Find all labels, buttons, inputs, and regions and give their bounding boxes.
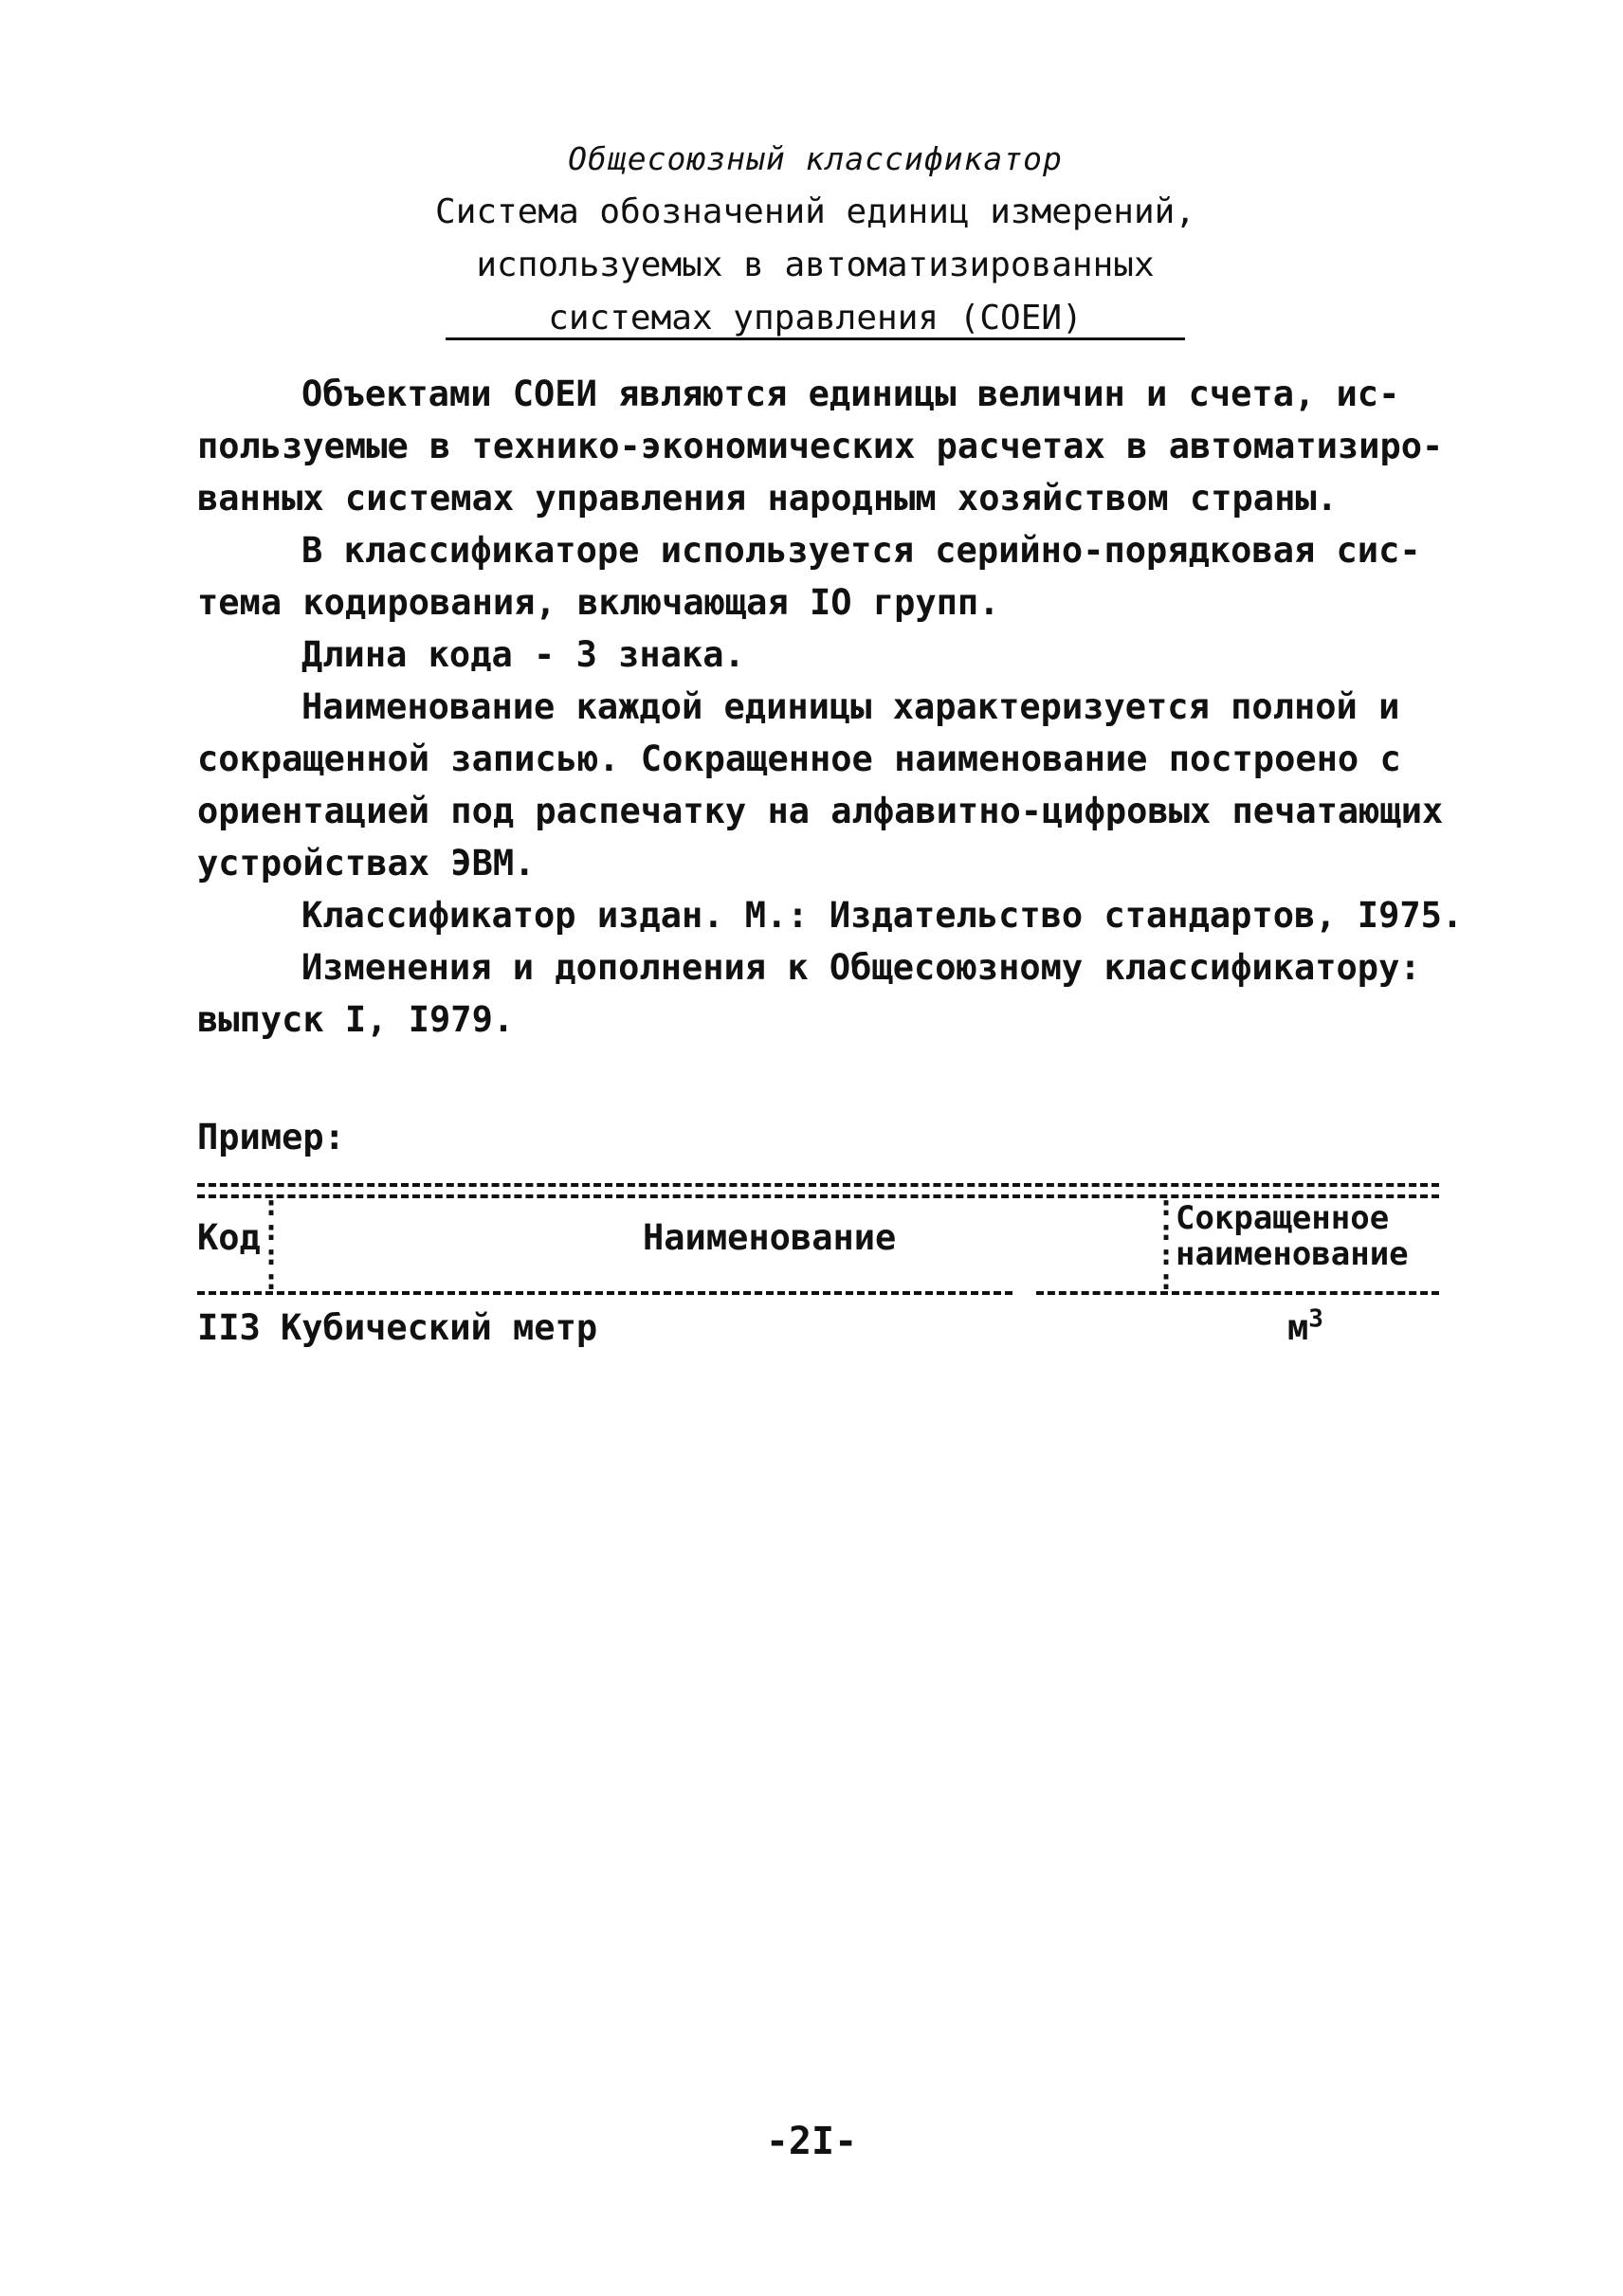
row-short-name bbox=[1287, 1302, 1323, 1354]
table-rule-top bbox=[197, 1183, 1439, 1187]
table-rule-top-second bbox=[197, 1194, 1439, 1198]
paragraph-line: Объектами СОЕИ являются единицы величин и счета, ис- bbox=[301, 374, 1400, 414]
document-heading bbox=[398, 133, 1232, 345]
paragraph-line: В классификаторе используется серийно-порядковая сис- bbox=[301, 530, 1421, 571]
paragraph-line: Длина кода - 3 знака. bbox=[301, 634, 745, 675]
row-code: II3 bbox=[197, 1307, 261, 1348]
header-short-name-line2: наименование bbox=[1176, 1235, 1409, 1273]
heading-system-title-end: системах управления (СОЕИ) bbox=[548, 299, 1083, 337]
paragraph-line: ориентацией под распечатку на алфавитно-цифровых печатающих bbox=[197, 791, 1444, 831]
header-short-name bbox=[1176, 1200, 1409, 1272]
paragraph-line: тема кодирования, включающая IO групп. bbox=[197, 582, 1000, 623]
body-text bbox=[197, 368, 1468, 1046]
row-short-unit: м bbox=[1287, 1307, 1309, 1348]
paragraph-line: Наименование каждой единицы характеризуется полной и bbox=[301, 686, 1400, 727]
example-label: Пример: bbox=[197, 1117, 345, 1157]
table-rule-bottom bbox=[1036, 1291, 1439, 1295]
paragraph-line: Классификатор издан. М.: Издательство стандартов, I975. bbox=[301, 895, 1464, 936]
heading-classifier-title: Общесоюзный классификатор bbox=[568, 140, 1063, 177]
header-short-name-line1: Сокращенное bbox=[1176, 1199, 1390, 1237]
heading-system-title-cont: используемых в автоматизированных bbox=[476, 246, 1155, 284]
paragraph-line: ванных системах управления народным хозяйством страны. bbox=[197, 478, 1338, 519]
table-rule-bottom bbox=[197, 1291, 1012, 1295]
heading-underline bbox=[446, 337, 1185, 340]
page-number: -2I- bbox=[765, 2120, 858, 2163]
header-code: Код bbox=[197, 1217, 261, 1258]
column-separator: : : : : bbox=[1157, 1190, 1176, 1297]
row-short-exponent: 3 bbox=[1308, 1304, 1323, 1334]
heading-system-title: Система обозначений единиц измерений, bbox=[435, 192, 1195, 231]
header-name: Наименование bbox=[643, 1217, 897, 1258]
paragraph-line: сокращенной записью. Сокращенное наименование построено с bbox=[197, 738, 1401, 779]
paragraph-line: выпуск I, I979. bbox=[197, 999, 515, 1040]
paragraph-line: пользуемые в технико-экономических расчетах в автоматизиро- bbox=[197, 426, 1444, 466]
row-name: Кубический метр bbox=[281, 1307, 598, 1348]
paragraph-line: устройствах ЭВМ. bbox=[197, 843, 536, 884]
column-separator: : : : : bbox=[262, 1190, 281, 1297]
paragraph-line: Изменения и дополнения к Общесоюзному классификатору: bbox=[301, 947, 1421, 988]
